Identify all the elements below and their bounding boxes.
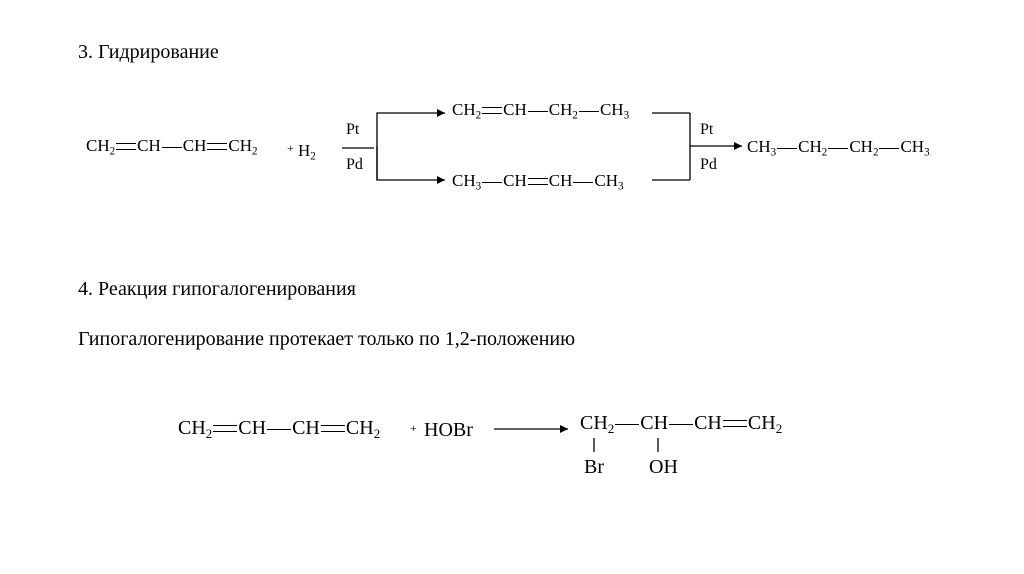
section4-heading: 4. Реакция гипогалогенирования [78, 278, 356, 300]
hydroxyl-substituent: OH [649, 456, 678, 478]
branch-arrow-upper [377, 113, 445, 180]
catalyst-pd-1: Pd [346, 156, 363, 173]
hypobromous-acid-formula: HOBr [424, 419, 473, 441]
butene-1-formula: $CH_2$ CH $CH_2$ $CH_3$ [452, 100, 630, 122]
butadiene-formula-2: $CH_2$ CH CH $CH_2$ [178, 417, 381, 441]
catalyst-pd-2: Pd [700, 156, 717, 173]
hydrogen-formula: $H_2$ [298, 141, 316, 163]
butadiene-formula: $CH_2$ CH CH $CH_2$ [86, 136, 258, 158]
butene-2-formula: $CH_3$ CH CH $CH_3$ [452, 171, 624, 193]
plus-sign-2: + [410, 421, 417, 435]
bromine-substituent: Br [584, 456, 604, 478]
branch-arrow-lower [377, 146, 445, 180]
butane-formula: $CH_3$ $CH_2$ $CH_2$ $CH_3$ [747, 137, 930, 159]
plus-sign: + [287, 141, 294, 155]
catalyst-pt-1: Pt [346, 121, 360, 138]
bromohydrin-product-formula: $CH_2$ CH CH $CH_2$ [580, 412, 783, 436]
regioselectivity-statement: Гипогалогенирование протекает только по 1,2-положению [78, 328, 576, 350]
catalyst-pt-2: Pt [700, 121, 714, 138]
section3-heading: 3. Гидрирование [78, 41, 219, 63]
